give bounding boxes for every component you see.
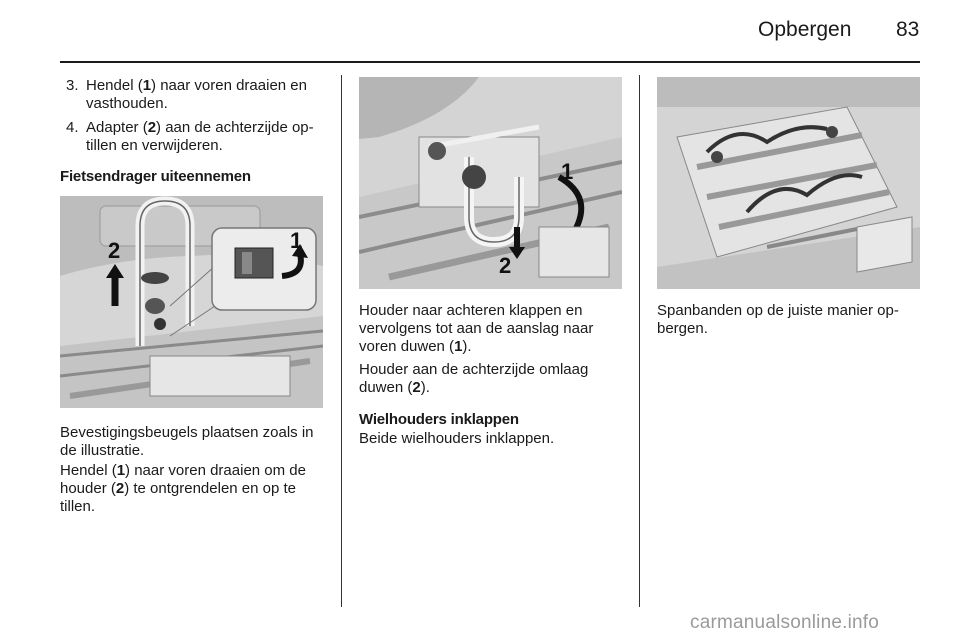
- illustration-drawing: [657, 77, 920, 289]
- step-text: ) naar voren draaien en vasthouden.: [86, 77, 307, 112]
- paragraph-text: ).: [462, 338, 472, 355]
- section-heading-disassemble: Fietsendrager uiteennemen: [60, 168, 251, 185]
- step-text: Hendel (: [86, 77, 143, 94]
- illustration-drawing: [60, 196, 323, 408]
- figure-label-2: 2: [499, 253, 512, 278]
- paragraph: [359, 302, 629, 356]
- paragraph: Spanbanden op de juiste manier op-bergen.: [657, 302, 899, 337]
- step-number: 3.: [66, 77, 79, 94]
- header-rule: [60, 61, 920, 63]
- list-item: [60, 77, 328, 113]
- paragraph-text: ) te ontgrendelen en op te tillen.: [60, 480, 297, 515]
- paragraph: [359, 361, 629, 397]
- paragraph-text: ) naar voren draaien om de houder (: [60, 462, 306, 497]
- step-list: [60, 77, 328, 161]
- figure-label-1: 1: [290, 228, 303, 253]
- figure-label-2: 2: [108, 238, 121, 263]
- paragraph: [60, 462, 330, 516]
- list-item: [60, 119, 328, 155]
- section-heading-wheel-holders: Wielhouders inklappen: [359, 411, 519, 428]
- paragraph: Beide wielhouders inklappen.: [359, 430, 555, 447]
- watermark: carmanualsonline.info: [690, 612, 880, 633]
- column-divider-1: [341, 75, 342, 607]
- ref-number: 2: [412, 379, 421, 396]
- step-text: ) aan de achterzijde op-tillen en verwijderen.: [86, 119, 314, 154]
- figure-label-1: 1: [561, 159, 574, 184]
- column-divider-2: [639, 75, 640, 607]
- step-text: Adapter (: [86, 119, 148, 136]
- ref-number: 1: [116, 462, 126, 479]
- illustration-release-holder: [60, 196, 323, 408]
- page-number: 83: [896, 18, 920, 41]
- paragraph-text: Hendel (: [60, 462, 117, 479]
- paragraph-text: Houder naar achteren klappen en vervolgens tot aan de aanslag naar voren duwen (: [359, 302, 594, 355]
- illustration-drawing: [359, 77, 622, 289]
- step-ref: 2: [147, 119, 157, 136]
- paragraph-text: Houder aan de achterzijde omlaag duwen (: [359, 361, 589, 396]
- illustration-fold-holder: [359, 77, 622, 289]
- ref-number: 1: [454, 338, 463, 355]
- paragraph: Bevestigingsbeugels plaatsen zoals in de illustratie.: [60, 424, 314, 459]
- section-title: Opbergen: [758, 18, 852, 41]
- illustration-straps: [657, 77, 920, 289]
- step-ref: 1: [142, 77, 152, 94]
- ref-number: 2: [115, 480, 125, 497]
- step-number: 4.: [66, 119, 79, 136]
- paragraph-text: ).: [420, 379, 430, 396]
